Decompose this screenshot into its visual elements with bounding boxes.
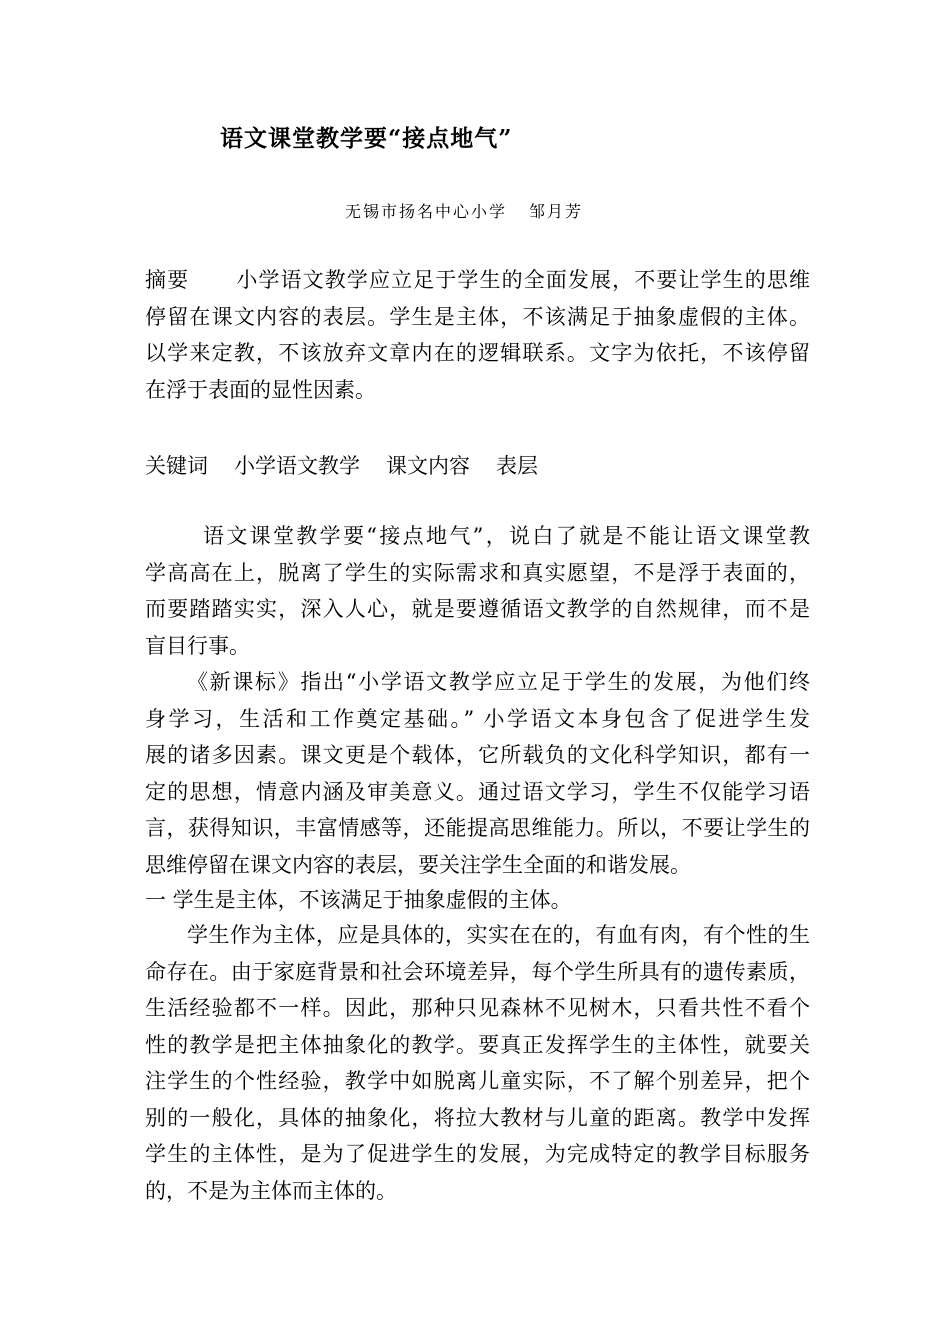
paragraph-line: 命存在。由于家庭背景和社会环境差异，每个学生所具有的遗传素质，	[145, 959, 810, 984]
paragraph-line: 的，不是为主体而主体的。	[145, 1178, 397, 1203]
abstract-section	[145, 262, 810, 408]
paragraph-line: 注学生的个性经验，教学中如脱离儿童实际，不了解个别差异，把个	[145, 1069, 810, 1093]
document-title: 语文课堂教学要“接点地气”	[220, 125, 513, 152]
abstract-line: 停留在课文内容的表层。学生是主体，不该满足于抽象虚假的主体。	[145, 304, 810, 329]
keyword: 课文内容	[386, 454, 470, 478]
author-name: 邹月芳	[529, 202, 584, 221]
keywords-section	[145, 448, 810, 485]
paragraph-line: 学生的主体性，是为了促进学生的发展，为完成特定的教学目标服务	[145, 1142, 810, 1166]
paragraph-line: 身学习，生活和工作奠定基础。” 小学语文本身包含了促进学生发	[145, 706, 810, 731]
main-text	[145, 518, 810, 1209]
paragraph-line: 思维停留在课文内容的表层，要关注学生全面的和谐发展。	[145, 852, 691, 877]
paragraph-line: 而要踏踏实实，深入人心，就是要遵循语文教学的自然规律，而不是	[145, 597, 810, 621]
keyword: 小学语文教学	[234, 454, 360, 478]
keywords-label: 关键词	[145, 454, 208, 478]
paragraph-line: 定的思想，情意内涵及审美意义。通过语文学习，学生不仅能学习语	[145, 779, 810, 804]
keyword: 表层	[496, 454, 538, 478]
paragraph-line: 学生作为主体，应是具体的，实实在在的，有血有肉，有个性的生	[187, 923, 810, 947]
abstract-line: 以学来定教，不该放弃文章内在的逻辑联系。文字为依托，不该停留	[145, 341, 810, 365]
abstract-line: 在浮于表面的显性因素。	[145, 377, 376, 402]
section-heading: 一 学生是主体，不该满足于抽象虚假的主体。	[145, 888, 572, 912]
paragraph-line: 语文课堂教学要“接点地气”，说白了就是不能让语文课堂教	[203, 524, 810, 548]
paragraph-line: 盲目行事。	[145, 633, 250, 658]
author-school: 无锡市扬名中心小学	[345, 202, 508, 221]
paragraph-line: 性的教学是把主体抽象化的教学。要真正发挥学生的主体性，就要关	[145, 1032, 810, 1057]
author-line	[345, 199, 583, 222]
paragraph-line: 学高高在上，脱离了学生的实际需求和真实愿望，不是浮于表面的，	[145, 560, 810, 585]
paragraph-line: 展的诸多因素。课文更是个载体，它所载负的文化科学知识，都有一	[145, 743, 810, 767]
paragraph-line: 《新课标》指出“小学语文教学应立足于学生的发展，为他们终	[187, 670, 810, 694]
paragraph-line: 生活经验都不一样。因此，那种只见森林不见树木，只看共性不看个	[145, 996, 810, 1020]
abstract-label: 摘要	[145, 268, 190, 292]
paragraph-line: 别的一般化，具体的抽象化，将拉大教材与儿童的距离。教学中发挥	[145, 1105, 810, 1130]
abstract-line: 摘要 小学语文教学应立足于学生的全面发展，不要让学生的思维	[145, 268, 811, 292]
paragraph-line: 言，获得知识，丰富情感等，还能提高思维能力。所以，不要让学生的	[145, 816, 810, 840]
